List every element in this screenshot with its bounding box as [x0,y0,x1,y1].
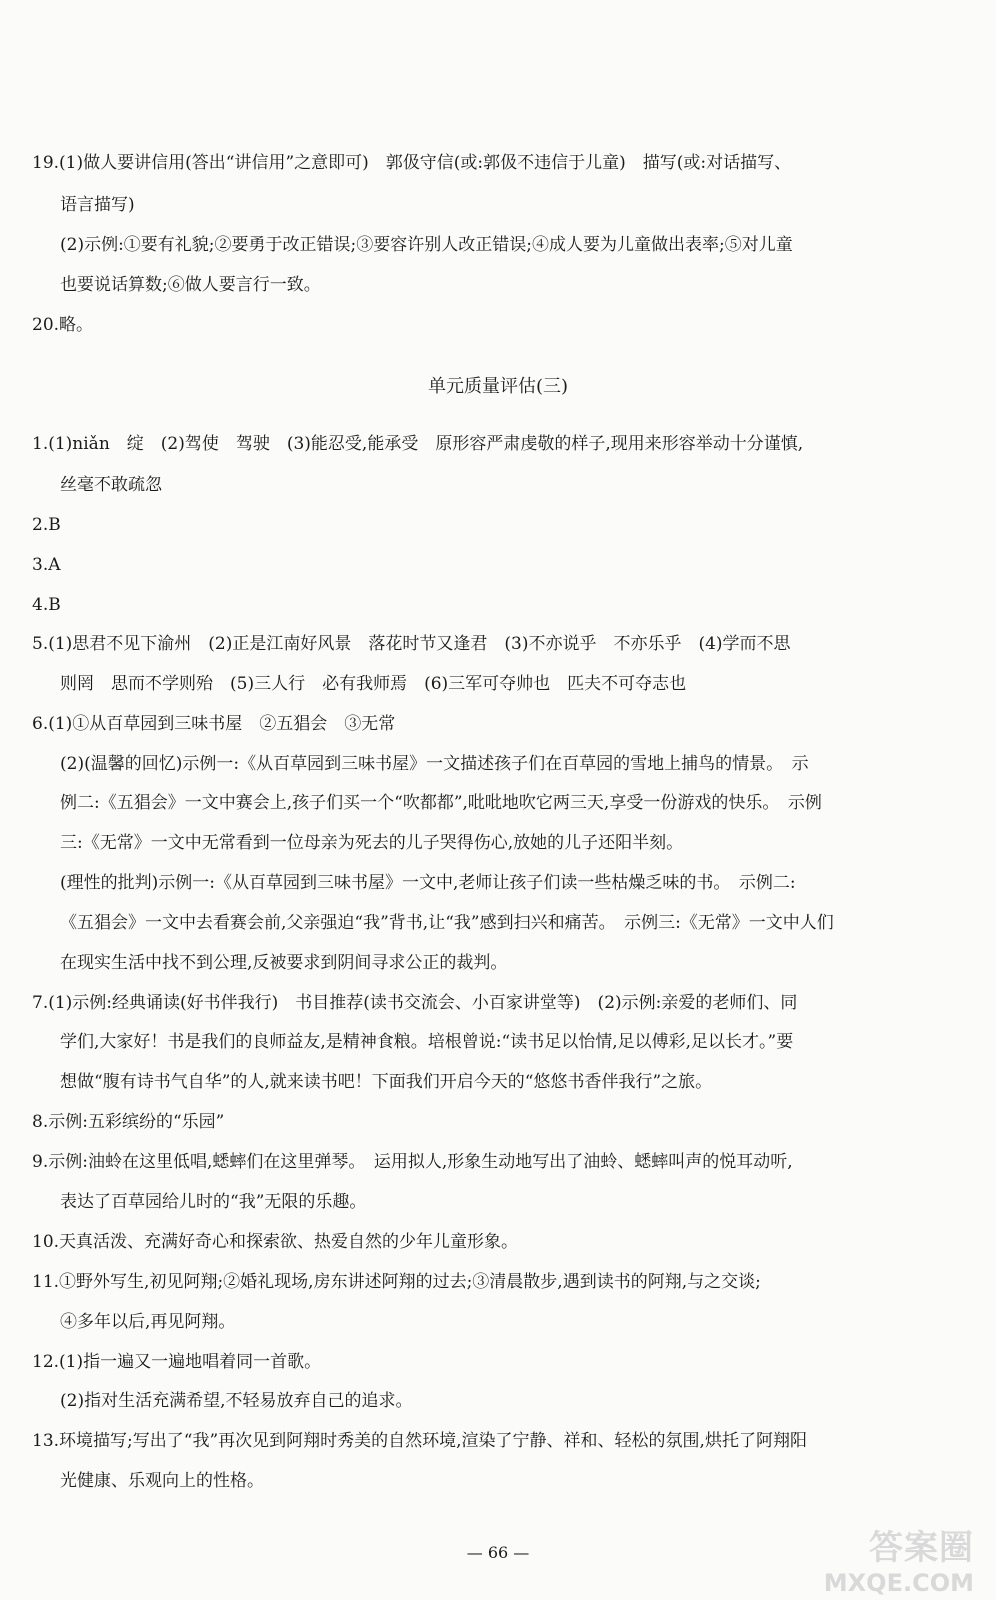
answer-line: 5.(1)思君不见下渝州 (2)正是江南好风景 落花时节又逢君 (3)不亦说乎 不亦乐乎 (4)学而不思 [32,634,791,654]
answer-line: 丝毫不敢疏忽 [60,475,162,495]
answer-line: 则罔 思而不学则殆 (5)三人行 必有我师焉 (6)三军可夺帅也 匹夫不可夺志也 [60,674,687,694]
watermark-logo [824,1520,974,1597]
answer-line: (理性的批判)示例一:《从百草园到三味书屋》一文中,老师让孩子们读一些枯燥乏味的书。 示例二: [60,873,796,893]
answer-line: 10.天真活泼、充满好奇心和探索欲、热爱自然的少年儿童形象。 [32,1232,519,1252]
answer-line: 20.略。 [32,315,94,335]
answer-line: 19.(1)做人要讲信用(答出“讲信用”之意即可) 郭伋守信(或:郭伋不违信于儿童) 描写(或:对话描写、 [32,153,792,173]
watermark-url: MXQE.COM [823,1569,974,1597]
answer-line: 想做“腹有诗书气自华”的人,就来读书吧！下面我们开启今天的“悠悠书香伴我行”之旅。 [60,1072,713,1092]
page-number: — 66 — [466,1543,530,1562]
answer-line: 4.B [32,595,61,615]
answer-line: 语言描写) [60,195,135,215]
answer-line: 13.环境描写;写出了“我”再次见到阿翔时秀美的自然环境,渲染了宁静、祥和、轻松的氛围,烘托了阿翔阳 [32,1431,807,1451]
section-title: 单元质量评估(三) [427,376,569,397]
answer-line: 表达了百草园给儿时的“我”无限的乐趣。 [60,1192,367,1212]
answer-line: 学们,大家好！书是我们的良师益友,是精神食粮。培根曾说:“读书足以怡情,足以傅彩,足以长才。”要 [60,1032,794,1052]
answer-line: 8.示例:五彩缤纷的“乐园” [32,1112,225,1132]
answer-line: 也要说话算数;⑥做人要言行一致。 [60,275,321,295]
answer-line: 3.A [32,555,61,575]
answer-line: 光健康、乐观向上的性格。 [60,1471,264,1491]
answer-line: ④多年以后,再见阿翔。 [60,1312,236,1332]
answer-line: 例二:《五猖会》一文中赛会上,孩子们买一个“吹都都”,吡吡地吹它两三天,享受一份游戏的快乐。 示例 [60,793,822,813]
watermark-text: 答案圈 [869,1528,974,1568]
answer-line: 7.(1)示例:经典诵读(好书伴我行) 书目推荐(读书交流会、小百家讲堂等) (2)示例:亲爱的老师们、同 [32,993,798,1013]
answer-line: 《五猖会》一文中去看赛会前,父亲强迫“我”背书,让“我”感到扫兴和痛苦。 示例三:《无常》一文中人们 [60,913,834,933]
answer-line: (2)指对生活充满希望,不轻易放弃自己的追求。 [60,1391,413,1411]
answer-line: 三:《无常》一文中无常看到一位母亲为死去的儿子哭得伤心,放她的儿子还阳半刻。 [60,833,684,853]
answer-line: 12.(1)指一遍又一遍地唱着同一首歌。 [32,1352,322,1372]
answer-line: 2.B [32,515,61,535]
answer-line: (2)(温馨的回忆)示例一:《从百草园到三味书屋》一文描述孩子们在百草园的雪地上捕鸟的情景。 示 [60,754,809,774]
answer-line: 6.(1)①从百草园到三味书屋 ②五猖会 ③无常 [32,714,396,734]
answer-line: 在现实生活中找不到公理,反被要求到阴间寻求公正的裁判。 [60,953,508,973]
answer-line: (2)示例:①要有礼貌;②要勇于改正错误;③要容许别人改正错误;④成人要为儿童做出表率;⑤对儿童 [60,235,793,255]
answer-line: 9.示例:油蛉在这里低唱,蟋蟀们在这里弹琴。 运用拟人,形象生动地写出了油蛉、蟋蟀叫声的悦耳动听, [32,1152,793,1172]
answer-line: 11.①野外写生,初见阿翔;②婚礼现场,房东讲述阿翔的过去;③清晨散步,遇到读书的阿翔,与之交谈; [32,1272,761,1292]
answer-line: 1.(1)niǎn 绽 (2)驾使 驾驶 (3)能忍受,能承受 原形容严肃虔敬的样子,现用来形容举动十分谨慎, [32,434,804,454]
